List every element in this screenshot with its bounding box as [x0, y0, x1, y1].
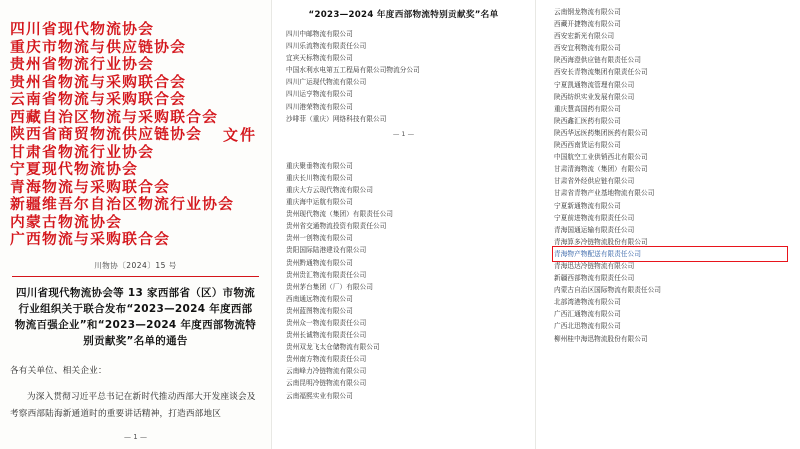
- list-item: 新疆西部物流有限责任公司: [554, 274, 635, 283]
- list-item: 贵州一创物流有限公司: [286, 234, 353, 243]
- list-item: 西南通远物流有限公司: [286, 294, 353, 303]
- page-break-gap: [286, 144, 521, 160]
- letterhead-line-8: 甘肃省物流行业协会: [10, 144, 155, 161]
- letterhead-line-10: 青海物流与采购联合会: [10, 179, 171, 196]
- letterhead-line-5: 云南省物流与采购联合会: [10, 92, 187, 108]
- letterhead-line-3: 贵州省物流行业协会: [10, 57, 155, 73]
- list-item: 西藏开捷物流有限公司: [554, 20, 621, 29]
- list-item: 青海国通运输有限责任公司: [554, 225, 635, 234]
- letterhead-line-12: 内蒙古物流协会: [10, 214, 123, 231]
- wenjian-label: 文件: [222, 126, 257, 144]
- red-divider-rule: [12, 276, 259, 278]
- list-item: 四川广运现代物流有限公司: [286, 78, 367, 87]
- letterhead-line-9: 宁夏现代物流协会: [10, 162, 139, 178]
- list-item: 西安宜利物流有限公司: [554, 44, 621, 53]
- letterhead-line-6: 西藏自治区物流与采购联合会: [10, 109, 219, 126]
- list-item: 重庆海中运航有限公司: [286, 198, 353, 207]
- document-number: 川物协〔2024〕15 号: [94, 260, 177, 270]
- list-item: 贵州双龙飞太仓储物流有限公司: [286, 343, 380, 352]
- left-page-number: — 1 —: [124, 433, 147, 441]
- list-item: 贵州长诚物流有限责任公司: [286, 331, 367, 340]
- list-item: 沙啡菲（重庆）网络科技有限公司: [286, 114, 387, 123]
- list-item: 陕西鑫汇医药有限公司: [554, 116, 621, 125]
- list-item: 重庆聚垂物流有限公司: [286, 161, 353, 170]
- award-list-column-bottom: [286, 160, 521, 402]
- right-document-page: [536, 0, 800, 449]
- list-item: 西安宏新光有限公司: [554, 32, 615, 41]
- list-item: 中国航空工业供销西北有限公司: [554, 153, 648, 162]
- letterhead-line-13: 广西物流与采购联合会: [10, 232, 171, 248]
- letterhead-line-4: 贵州省物流与采购联合会: [10, 74, 187, 91]
- list-item: 重庆慧高国药有限公司: [554, 104, 621, 113]
- award-list-title: “2023—2024 年度西部物流特别贡献奖”名单: [308, 10, 499, 20]
- list-item: 宁夏凯通物流管理有限公司: [554, 80, 635, 89]
- middle-document-page: [272, 0, 536, 449]
- list-item: 贵阳国际陆港建设有限公司: [286, 246, 367, 255]
- body-paragraph-1: 为深入贯彻习近平总书记在新时代推动西部大开发座谈会及考察西部陆海新通道时的重要讲话精神，打造西部地区: [10, 392, 256, 420]
- list-item: 云南钢龙物流有限公司: [554, 8, 621, 16]
- salutation-text: 各有关单位、相关企业：: [10, 366, 107, 377]
- list-item: 陕西西南货运有限公司: [554, 141, 621, 150]
- document-title: 四川省现代物流协会等 13 家西部省（区）市物流行业组织关于联合发布“2023—2024 年度西部物流百强企业”和“2023—2024 年度西部物流特别贡献奖”名单的通告: [14, 287, 257, 348]
- list-item: 云南峰力冷链物流有限公司: [286, 367, 367, 376]
- list-item: 贵州蓝图物流有限公司: [286, 306, 353, 315]
- letterhead-line-2: 重庆市物流与供应链协会: [10, 39, 187, 56]
- list-item: 贵州众一物流有限责任公司: [286, 318, 367, 327]
- list-item: 贵州黔通物流有限公司: [286, 258, 353, 267]
- list-item: 四川乐流物流有限责任公司: [286, 42, 367, 51]
- list-item: 云南昆明冷链物流有限公司: [286, 379, 367, 388]
- list-item: 陕西海澄供应链有限责任公司: [554, 56, 642, 65]
- list-item: 甘肃省青物产业基地物流有限公司: [554, 189, 655, 198]
- list-item: 宁夏新通物流有限公司: [554, 201, 621, 210]
- list-item: 贵州现代物流（集团）有限责任公司: [286, 210, 394, 219]
- list-item: 西安长青物流集团有限责任公司: [554, 68, 648, 77]
- list-item: 青海算多冷链物流股份有限公司: [554, 237, 648, 246]
- middle-page-number: — 1 —: [392, 129, 415, 138]
- award-list-column-right: [554, 6, 786, 345]
- list-item: 重庆长川物流有限公司: [286, 173, 353, 182]
- list-item: 北部湾港物流有限公司: [554, 298, 621, 307]
- list-item: 中国水利水电第五工程局有限公司物流分公司: [286, 66, 420, 75]
- list-item: 内蒙古自治区国际物流有限责任公司: [554, 286, 662, 295]
- letterhead-line-1: 四川省现代物流协会: [10, 22, 155, 38]
- list-item: 四川中邮物流有限公司: [286, 30, 353, 38]
- list-item: 陕西纺织实业发展有限公司: [554, 92, 635, 101]
- list-item: 重庆大方云现代物流有限公司: [286, 185, 374, 194]
- list-item: 贵州茅台集团（厂）有限公司: [286, 282, 374, 291]
- letterhead-line-11: 新疆维吾尔自治区物流行业协会: [10, 197, 235, 213]
- list-item: 陕西华远医药集团医药有限公司: [554, 128, 648, 137]
- highlighted-list-item: [554, 248, 786, 260]
- list-item: 宜宾天标物流有限公司: [286, 54, 353, 63]
- list-item: 广西汇通物流有限公司: [554, 310, 621, 319]
- list-item: 广西北迅物流有限公司: [554, 322, 621, 331]
- list-item: 甘肃省外经供应链有限公司: [554, 177, 635, 186]
- list-item: 四川运亨物流有限公司: [286, 90, 353, 99]
- list-item: 甘肃清海物流（集团）有限公司: [554, 165, 648, 174]
- list-item: 四川港荣物流有限公司: [286, 102, 353, 111]
- letterhead-line-7: 陕西省商贸物流供应链协会: [10, 127, 203, 143]
- award-list-column-top: [286, 28, 521, 125]
- list-item: 贵州贵汇物流有限责任公司: [286, 270, 367, 279]
- list-item: 青海迅达冷链物流有限公司: [554, 261, 635, 270]
- list-item: 柳州桂中海迅物流股份有限公司: [554, 334, 648, 343]
- highlighted-list-item-label: 青海物产物配送有限责任公司: [554, 249, 642, 258]
- list-item: 贵州省交通物流投资有限责任公司: [286, 222, 387, 231]
- left-document-page: [0, 0, 272, 449]
- list-item: 贵州南方物流有限责任公司: [286, 355, 367, 364]
- document-body: [10, 363, 261, 423]
- list-item: 宁夏前进物流有限责任公司: [554, 213, 635, 222]
- list-item: 云南福熙实业有限公司: [286, 391, 353, 400]
